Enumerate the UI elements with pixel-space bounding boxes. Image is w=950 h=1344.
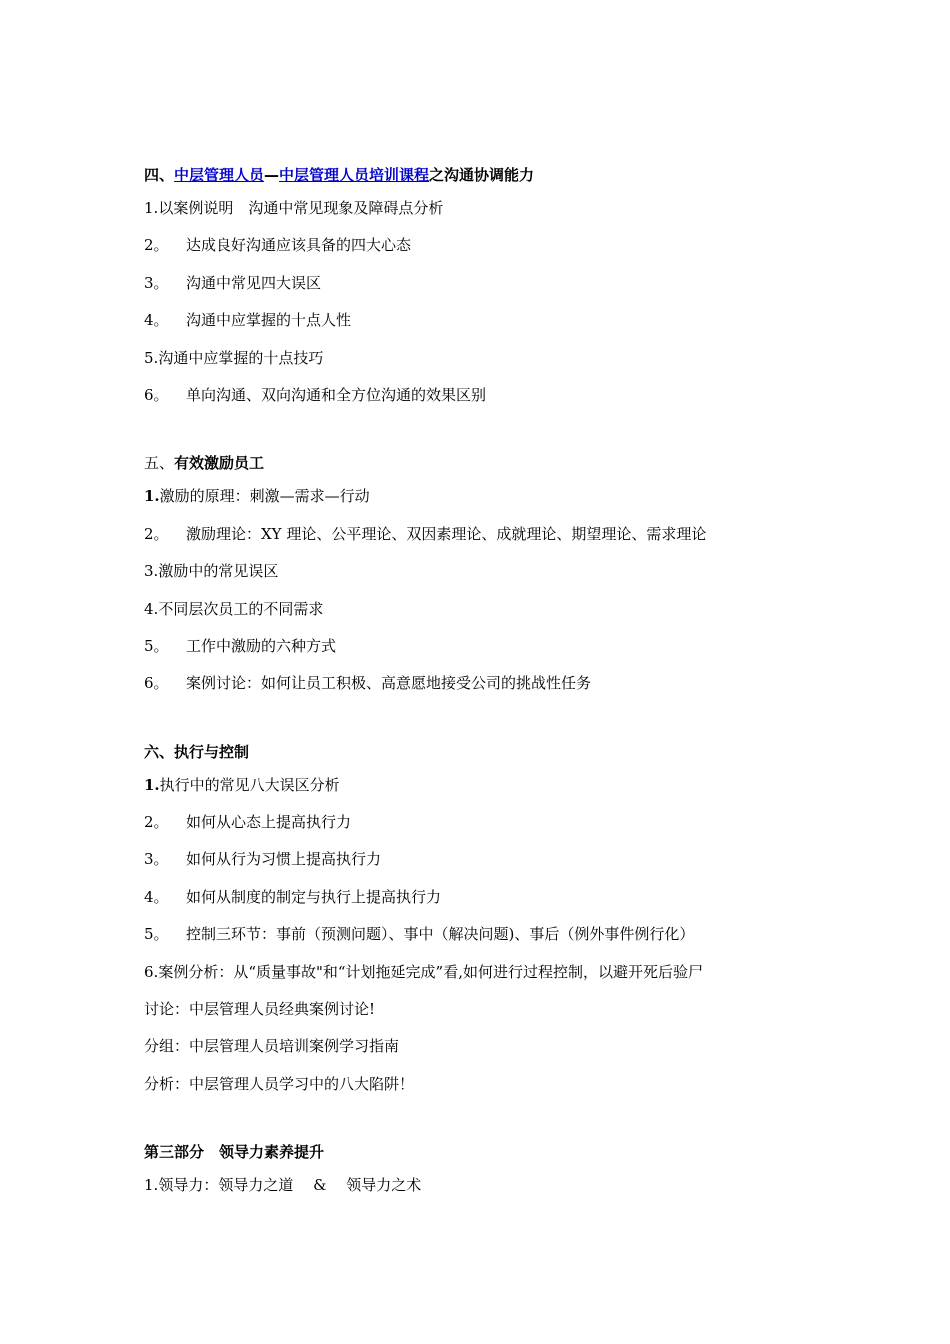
section-6-heading — [144, 737, 844, 767]
section-spacer — [144, 1103, 844, 1137]
document-page — [144, 160, 844, 1205]
list-item: 4。 沟通中应掌握的十点人性 — [144, 311, 352, 330]
list-item: 1.领导力：领导力之道 & 领导力之术 — [144, 1176, 422, 1195]
section-6-title: 六、执行与控制 — [144, 742, 250, 761]
section-5-heading — [144, 448, 844, 478]
section-spacer — [144, 414, 844, 448]
section-spacer — [144, 703, 844, 737]
list-item: 1.以案例说明 沟通中常见现象及障碍点分析 — [144, 199, 444, 217]
list-item: 5。 控制三环节：事前（预测问题）、事中（解决问题)、事后（例外事件例行化） — [144, 925, 695, 944]
list-item: 1.激励的原理：刺激—需求—行动 — [144, 487, 370, 506]
list-item: 4。 如何从制度的制定与执行上提高执行力 — [144, 887, 442, 906]
section-4-prefix: 四、 — [144, 166, 175, 184]
list-item: 4.不同层次员工的不同需求 — [144, 599, 324, 618]
list-item: 2。 如何从心态上提高执行力 — [144, 813, 352, 832]
list-item: 6。 案例讨论：如何让员工积极、高意愿地接受公司的挑战性任务 — [144, 674, 592, 693]
section-4-dash: — — [264, 166, 280, 184]
section-4-suffix: 之沟通协调能力 — [429, 166, 535, 184]
section-4-heading — [144, 160, 844, 190]
note-discussion: 讨论：中层管理人员经典案例讨论! — [144, 1000, 376, 1019]
list-item: 5。 工作中激励的六种方式 — [144, 636, 337, 655]
part-3-title: 第三部分 领导力素养提升 — [144, 1143, 325, 1162]
part-3-heading — [144, 1137, 844, 1167]
list-item: 2。 达成良好沟通应该具备的四大心态 — [144, 236, 412, 255]
list-item: 5.沟通中应掌握的十点技巧 — [144, 348, 324, 367]
list-item: 3.激励中的常见误区 — [144, 562, 279, 581]
list-item: 1.执行中的常见八大误区分析 — [144, 775, 340, 794]
list-item: 6.案例分析：从“质量事故"和“计划拖延完成”看,如何进行过程控制，以避开死后验尸 — [144, 962, 703, 981]
note-analysis: 分析：中层管理人员学习中的八大陷阱！ — [144, 1074, 415, 1093]
list-item: 2。 激励理论：XY 理论、公平理论、双因素理论、成就理论、期望理论、需求理论 — [144, 524, 707, 543]
list-item: 3。 如何从行为习惯上提高执行力 — [144, 850, 382, 869]
list-item: 3。 沟通中常见四大误区 — [144, 273, 322, 292]
section-5-prefix: 五、 — [144, 454, 175, 473]
link-mid-level-training-course[interactable]: 中层管理人员培训课程 — [279, 166, 430, 184]
link-mid-level-managers[interactable]: 中层管理人员 — [174, 166, 265, 184]
note-grouping: 分组：中层管理人员培训案例学习指南 — [144, 1037, 400, 1056]
section-5-title: 有效激励员工 — [174, 454, 265, 473]
list-item: 6。 单向沟通、双向沟通和全方位沟通的效果区别 — [144, 385, 487, 404]
